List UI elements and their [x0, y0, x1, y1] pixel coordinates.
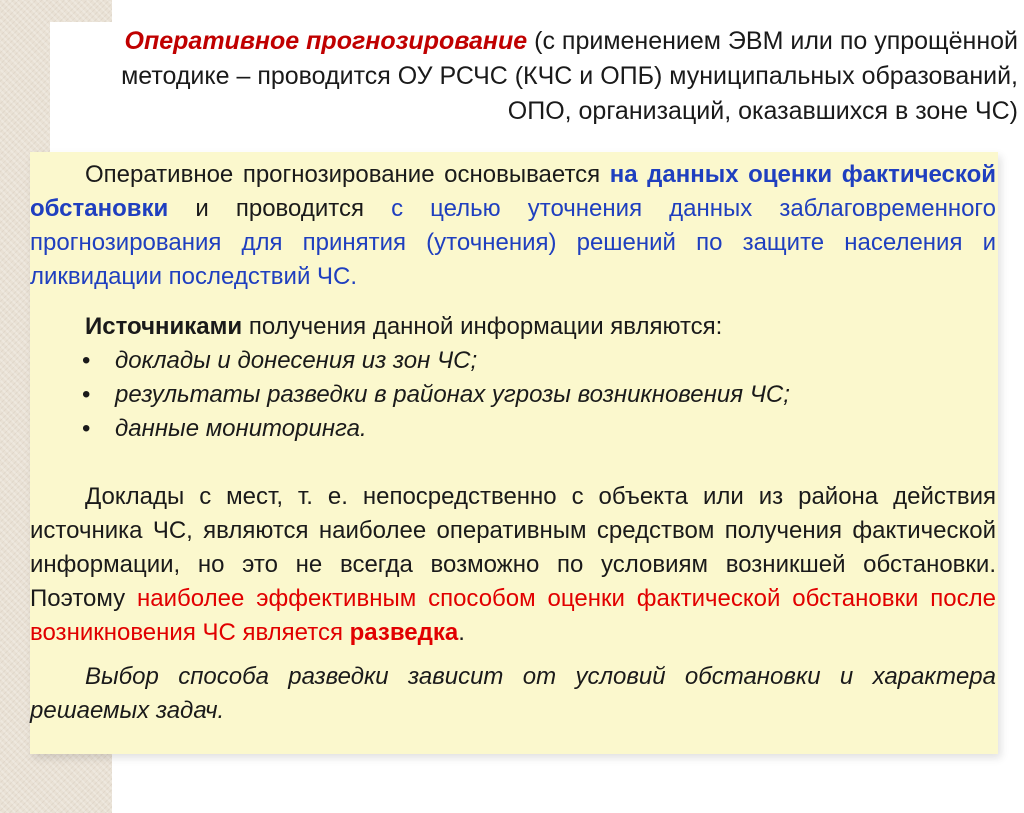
paragraph-operational-forecast [30, 158, 996, 294]
slide-title: Оперативное прогнозирование [124, 27, 528, 55]
sources-heading-bold: Источниками [85, 313, 243, 340]
sources-block [30, 310, 996, 446]
content-body [30, 158, 996, 728]
para2-red-bold: разведка [349, 619, 459, 646]
para1-lead: Оперативное прогнозирование основывается [85, 161, 610, 188]
list-item [30, 412, 996, 446]
slide-header [68, 24, 1018, 129]
bullet-icon: • [82, 381, 91, 408]
content-panel [30, 152, 998, 754]
para2-end: . [458, 619, 465, 646]
paragraph-reconnaissance-choice: Выбор способа разведки зависит от условий обстановки и характера решаемых задач. [30, 663, 996, 724]
list-item-text: доклады и донесения из зон ЧС; [115, 347, 478, 374]
sources-heading-rest: получения данной информации являются: [242, 313, 723, 340]
slide-subtitle: (с применением ЭВМ или по упрощённой методике – проводится ОУ РСЧС (КЧС и ОПБ) муниципальных образований, ОПО, организаций, оказавшихся в зоне ЧС) [121, 27, 1018, 125]
list-item-text: результаты разведки в районах угрозы возникновения ЧС; [115, 381, 790, 408]
list-item-text: данные мониторинга. [115, 415, 367, 442]
bullet-icon: • [82, 415, 91, 442]
para2-lead: Доклады с мест, т. е. непосредственно с объекта или из района действия источника ЧС, являются наиболее оперативным средством получения фактической информации, но это не всегда возможно по условиям возникшей обстановки. Поэтому [30, 483, 996, 612]
bullet-icon: • [82, 347, 91, 374]
para1-mid: и проводится [168, 195, 392, 222]
para1-tail: с целью уточнения данных заблаговременного прогнозирования для принятия (уточнения) решений по защите населения и ликвидации последствий ЧС. [30, 195, 996, 290]
list-item [30, 344, 996, 378]
header-panel [50, 22, 1024, 152]
para2-red: наиболее эффективным способом оценки фактической обстановки после возникновения ЧС является [30, 585, 996, 646]
paragraph-reports [30, 480, 996, 650]
sources-heading [30, 310, 996, 344]
list-item [30, 378, 996, 412]
para1-emphasis: на данных оценки фактической обстановки [30, 161, 996, 222]
sources-list [30, 344, 996, 446]
